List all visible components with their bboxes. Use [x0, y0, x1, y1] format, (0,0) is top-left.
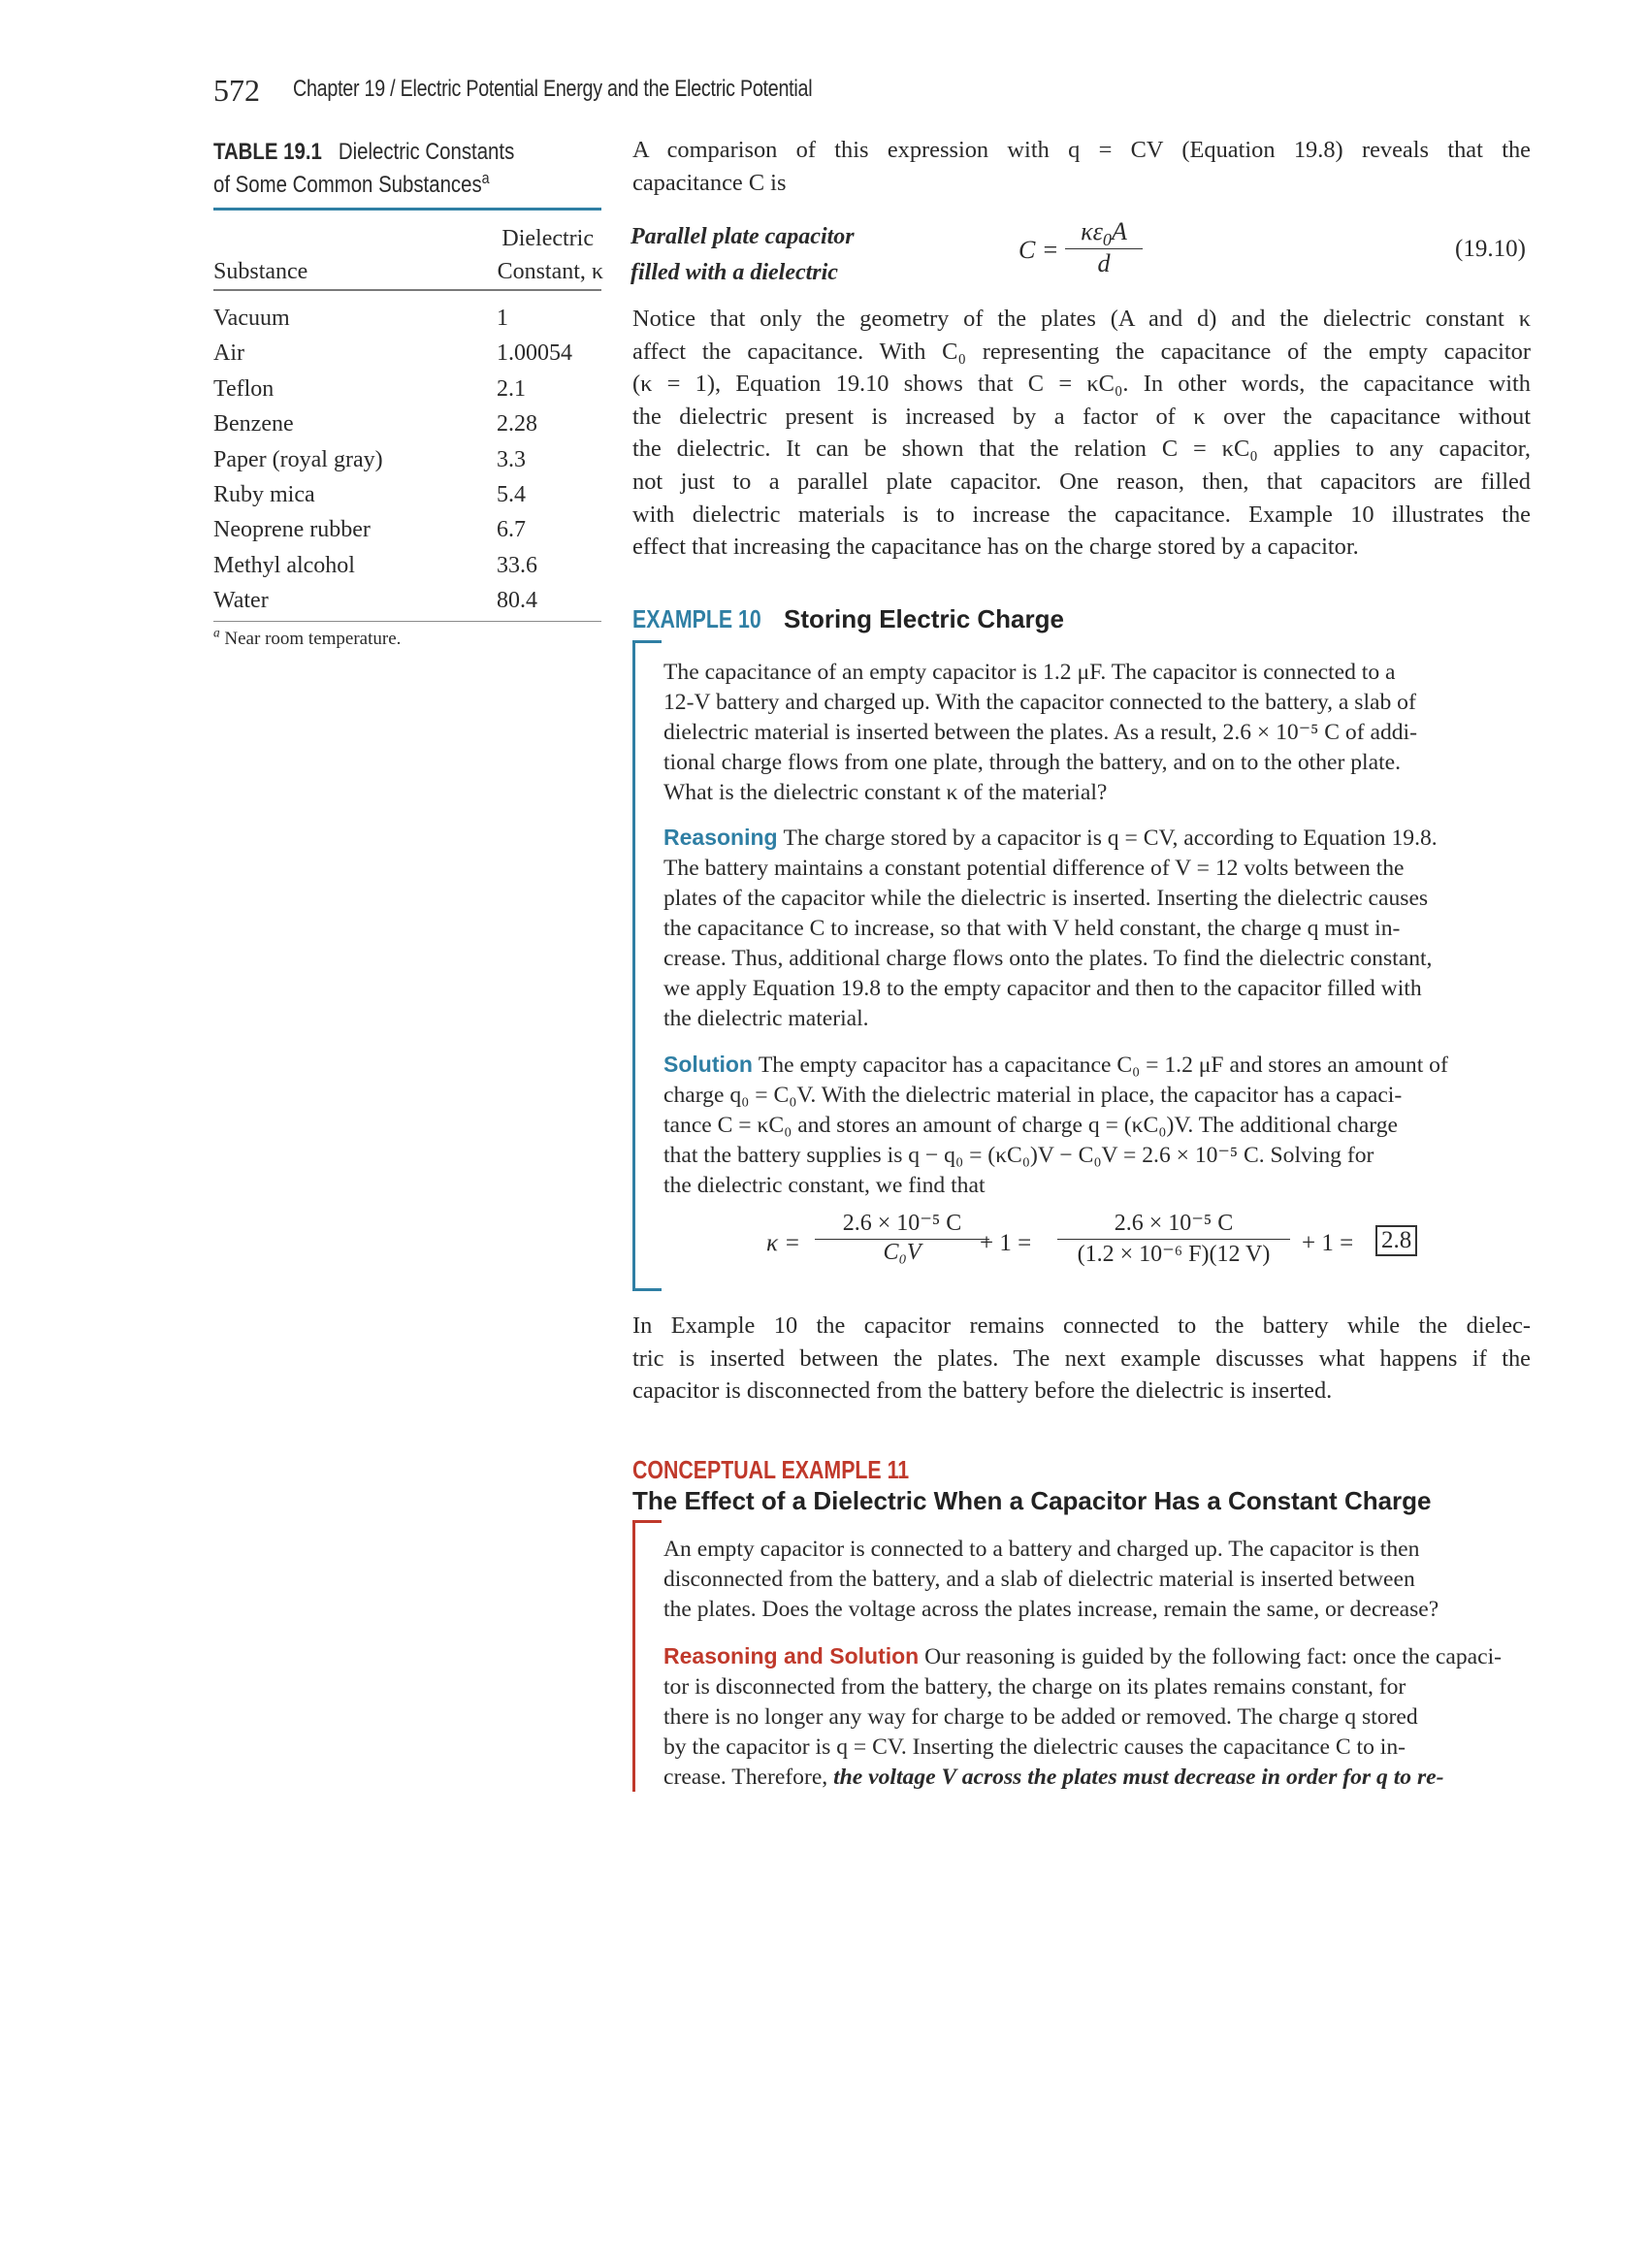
- text-line: What is the dielectric constant κ of the material?: [663, 780, 1108, 805]
- table-title: [213, 136, 543, 202]
- ce11-rs-last-line: crease. Therefore, the voltage V across the plates must decrease in order for q to re-: [663, 1765, 1444, 1790]
- text-line: the dielectric. It can be shown that the relation C = κC₀ applies to any capacitor,: [632, 436, 1531, 463]
- text-line: there is no longer any way for charge to be added or removed. The charge q stored: [663, 1704, 1418, 1730]
- example-10-reasoning-line-0: Reasoning The charge stored by a capacitor is q = CV, according to Equation 19.8.: [663, 825, 1438, 851]
- table-row: [213, 548, 601, 583]
- table-cell-dielectric-constant: 5.4: [497, 481, 526, 507]
- table-cell-substance: Methyl alcohol: [213, 552, 355, 578]
- equation-denominator: d: [1097, 249, 1111, 277]
- text-line: we apply Equation 19.8 to the empty capacitor and then to the capacitor filled with: [663, 976, 1422, 1001]
- table-col2-header-line1: Dielectric: [501, 226, 594, 251]
- example-10-sidebar: [632, 640, 635, 1290]
- table-bottom-rule: [213, 621, 601, 622]
- text-line: The capacitance of an empty capacitor is 1.2 μF. The capacitor is connected to a: [663, 660, 1396, 685]
- text-line: 12-V battery and charged up. With the capacitor connected to the battery, a slab of: [663, 690, 1416, 715]
- table-footnote-text: Near room temperature.: [224, 629, 402, 649]
- table-cell-dielectric-constant: 1.00054: [497, 340, 572, 367]
- text-line: Notice that only the geometry of the plates (A and d) and the dielectric constant κ: [632, 306, 1531, 332]
- kappa-fraction-2-den: (1.2 × 10⁻⁶ F)(12 V): [1077, 1242, 1271, 1267]
- conceptual-example-11-label: CONCEPTUAL EXAMPLE 11: [632, 1455, 910, 1484]
- table-row: [213, 583, 601, 618]
- equation-fraction: [1065, 217, 1143, 278]
- equation-numerator: $\kappa\varepsilon_0A$: [1065, 217, 1143, 249]
- example-10-problem: [663, 658, 1531, 808]
- text-line: crease. Thus, additional charge flows onto the plates. To find the dielectric constant,: [663, 946, 1433, 971]
- text-line: that the battery supplies is q − q₀ = (κC₀)V − C₀V = 2.6 × 10⁻⁵ C. Solving for: [663, 1143, 1374, 1168]
- solution-heading: Solution: [663, 1052, 753, 1077]
- running-head: Chapter 19 / Electric Potential Energy and the Electric Potential: [293, 76, 813, 102]
- conceptual-example-11-sidebar: [632, 1520, 635, 1792]
- example-10-reasoning-rest: [663, 854, 1531, 1034]
- text-line: the plates. Does the voltage across the plates increase, remain the same, or decrease?: [663, 1597, 1439, 1622]
- kappa-fraction-1: [815, 1209, 989, 1266]
- equation-label-line1: Parallel plate capacitor: [630, 224, 855, 249]
- table-cell-substance: Benzene: [213, 411, 294, 437]
- table-title-rest: Dielectric Constants: [338, 139, 515, 165]
- ce11-rs-line-0: Reasoning and Solution Our reasoning is guided by the following fact: once the capaci-: [663, 1643, 1503, 1669]
- table-row: [213, 406, 601, 441]
- table-row: [213, 301, 601, 336]
- table-cell-substance: Paper (royal gray): [213, 446, 383, 472]
- example-10-sidebar-top: [632, 640, 662, 643]
- kappa-answer-box: 2.8: [1375, 1225, 1417, 1256]
- table-title-line2: of Some Common Substances: [213, 172, 482, 198]
- table-cell-dielectric-constant: 6.7: [497, 517, 526, 543]
- table-cell-dielectric-constant: 2.28: [497, 411, 537, 437]
- text-line: the dielectric constant, we find that: [663, 1173, 986, 1198]
- text-line: plates of the capacitor while the dielectric is inserted. Inserting the dielectric causes: [663, 886, 1429, 911]
- example-10-title: Storing Electric Charge: [784, 604, 1064, 633]
- table-title-footnote-mark: a: [481, 169, 490, 187]
- ce11-rs-rest: [663, 1672, 1531, 1763]
- table-row: [213, 442, 601, 477]
- example-10-sidebar-bottom: [632, 1288, 662, 1291]
- table-row: [213, 336, 601, 371]
- text-line: The battery maintains a constant potential difference of V = 12 volts between the: [663, 856, 1405, 881]
- table-footnote: [213, 625, 402, 650]
- equation-label: [630, 219, 855, 291]
- table-cell-substance: Neoprene rubber: [213, 517, 371, 543]
- equation-number: (19.10): [1455, 236, 1526, 262]
- table-cell-substance: Teflon: [213, 375, 275, 402]
- table-cell-dielectric-constant: 80.4: [497, 588, 537, 614]
- table-cell-dielectric-constant: 33.6: [497, 552, 537, 578]
- text-line: not just to a parallel plate capacitor. One reason, then, that capacitors are filled: [632, 468, 1531, 495]
- paragraph-2: [632, 1310, 1531, 1408]
- text-line: the capacitance C to increase, so that with V held constant, the charge q must in-: [663, 916, 1401, 941]
- equation-lhs: C =: [1018, 236, 1059, 264]
- text-line: with dielectric materials is to increase the capacitance. Example 10 illustrates the: [632, 501, 1531, 528]
- kappa-eq-lhs: κ =: [766, 1230, 801, 1256]
- equation-label-line2: filled with a dielectric: [630, 260, 838, 285]
- kappa-fraction-1-num: 2.6 × 10⁻⁵ C: [815, 1209, 989, 1240]
- kappa-plus-1b: + 1 =: [1302, 1230, 1354, 1256]
- table-top-rule: [213, 208, 601, 211]
- table-row: [213, 512, 601, 547]
- example-10-label: EXAMPLE 10: [632, 604, 761, 633]
- text-line: the dielectric material.: [663, 1006, 869, 1031]
- example-10-solution-line-0: Solution The empty capacitor has a capacitance C₀ = 1.2 μF and stores an amount of: [663, 1052, 1448, 1078]
- text-line: tor is disconnected from the battery, the charge on its plates remains constant, for: [663, 1674, 1406, 1700]
- text-line: tional charge flows from one plate, through the battery, and on to the other plate.: [663, 750, 1402, 775]
- text-line: In Example 10 the capacitor remains connected to the battery while the dielec-: [632, 1312, 1531, 1339]
- kappa-fraction-2: [1057, 1209, 1290, 1268]
- table-footnote-mark: a: [213, 625, 220, 640]
- text-line: disconnected from the battery, and a slab of dielectric material is inserted between: [663, 1567, 1415, 1592]
- example-10-reasoning: [663, 823, 1531, 1034]
- text-line: affect the capacitance. With C₀ representing the capacitance of the empty capacitor: [632, 338, 1531, 365]
- kappa-plus-1a: + 1 =: [980, 1230, 1032, 1256]
- conceptual-example-11-title: The Effect of a Dielectric When a Capacitor Has a Constant Charge: [632, 1486, 1432, 1515]
- page-number: 572: [213, 73, 260, 108]
- kappa-fraction-1-den: C₀V: [883, 1240, 922, 1265]
- example-10-solution-rest: [663, 1081, 1531, 1201]
- conceptual-example-11-problem: [663, 1535, 1531, 1625]
- text-line: (κ = 1), Equation 19.10 shows that C = κC₀. In other words, the capacitance with: [632, 371, 1531, 398]
- intro-line-2: capacitance C is: [632, 170, 787, 196]
- text-line: dielectric material is inserted between the plates. As a result, 2.6 × 10⁻⁵ C of addi-: [663, 720, 1417, 745]
- table-cell-dielectric-constant: 1: [497, 306, 508, 331]
- table-cell-substance: Air: [213, 340, 244, 367]
- conceptual-example-11-sidebar-top: [632, 1520, 662, 1523]
- table-row: [213, 477, 601, 512]
- table-col2-header-line2: Constant, κ: [497, 259, 603, 284]
- text-line: capacitor is disconnected from the battery before the dielectric is inserted.: [632, 1377, 1333, 1405]
- text-line: tance C = κC₀ and stores an amount of charge q = (κC₀)V. The additional charge: [663, 1113, 1398, 1138]
- paragraph-1: [632, 303, 1531, 564]
- text-line: effect that increasing the capacitance has on the charge stored by a capacitor.: [632, 534, 1359, 561]
- text-line: charge q₀ = C₀V. With the dielectric material in place, the capacitor has a capaci-: [663, 1083, 1403, 1108]
- table-cell-dielectric-constant: 2.1: [497, 375, 526, 402]
- text-line: by the capacitor is q = CV. Inserting the dielectric causes the capacitance C to in-: [663, 1734, 1406, 1760]
- table-row: [213, 372, 601, 406]
- text-line: An empty capacitor is connected to a battery and charged up. The capacitor is then: [663, 1537, 1420, 1562]
- text-line: tric is inserted between the plates. The next example discusses what happens if the: [632, 1345, 1531, 1372]
- reasoning-heading: Reasoning: [663, 825, 778, 850]
- table-cell-substance: Water: [213, 588, 269, 614]
- text-line: the dielectric present is increased by a factor of κ over the capacitance without: [632, 403, 1531, 430]
- table-header-rule: [213, 289, 601, 291]
- intro-line-1: A comparison of this expression with q = CV (Equation 19.8) reveals that the: [632, 137, 1531, 163]
- example-10-solution: [663, 1050, 1531, 1201]
- reasoning-and-solution-heading: Reasoning and Solution: [663, 1643, 920, 1669]
- kappa-fraction-2-num: 2.6 × 10⁻⁵ C: [1057, 1209, 1290, 1240]
- table-label: TABLE 19.1: [213, 139, 322, 165]
- table-cell-substance: Ruby mica: [213, 481, 315, 507]
- table-cell-substance: Vacuum: [213, 306, 290, 331]
- conceptual-example-11-reasoning: [663, 1641, 1531, 1793]
- table-body: [213, 301, 601, 619]
- table-cell-dielectric-constant: 3.3: [497, 446, 526, 472]
- table-col1-header: Substance: [213, 259, 308, 284]
